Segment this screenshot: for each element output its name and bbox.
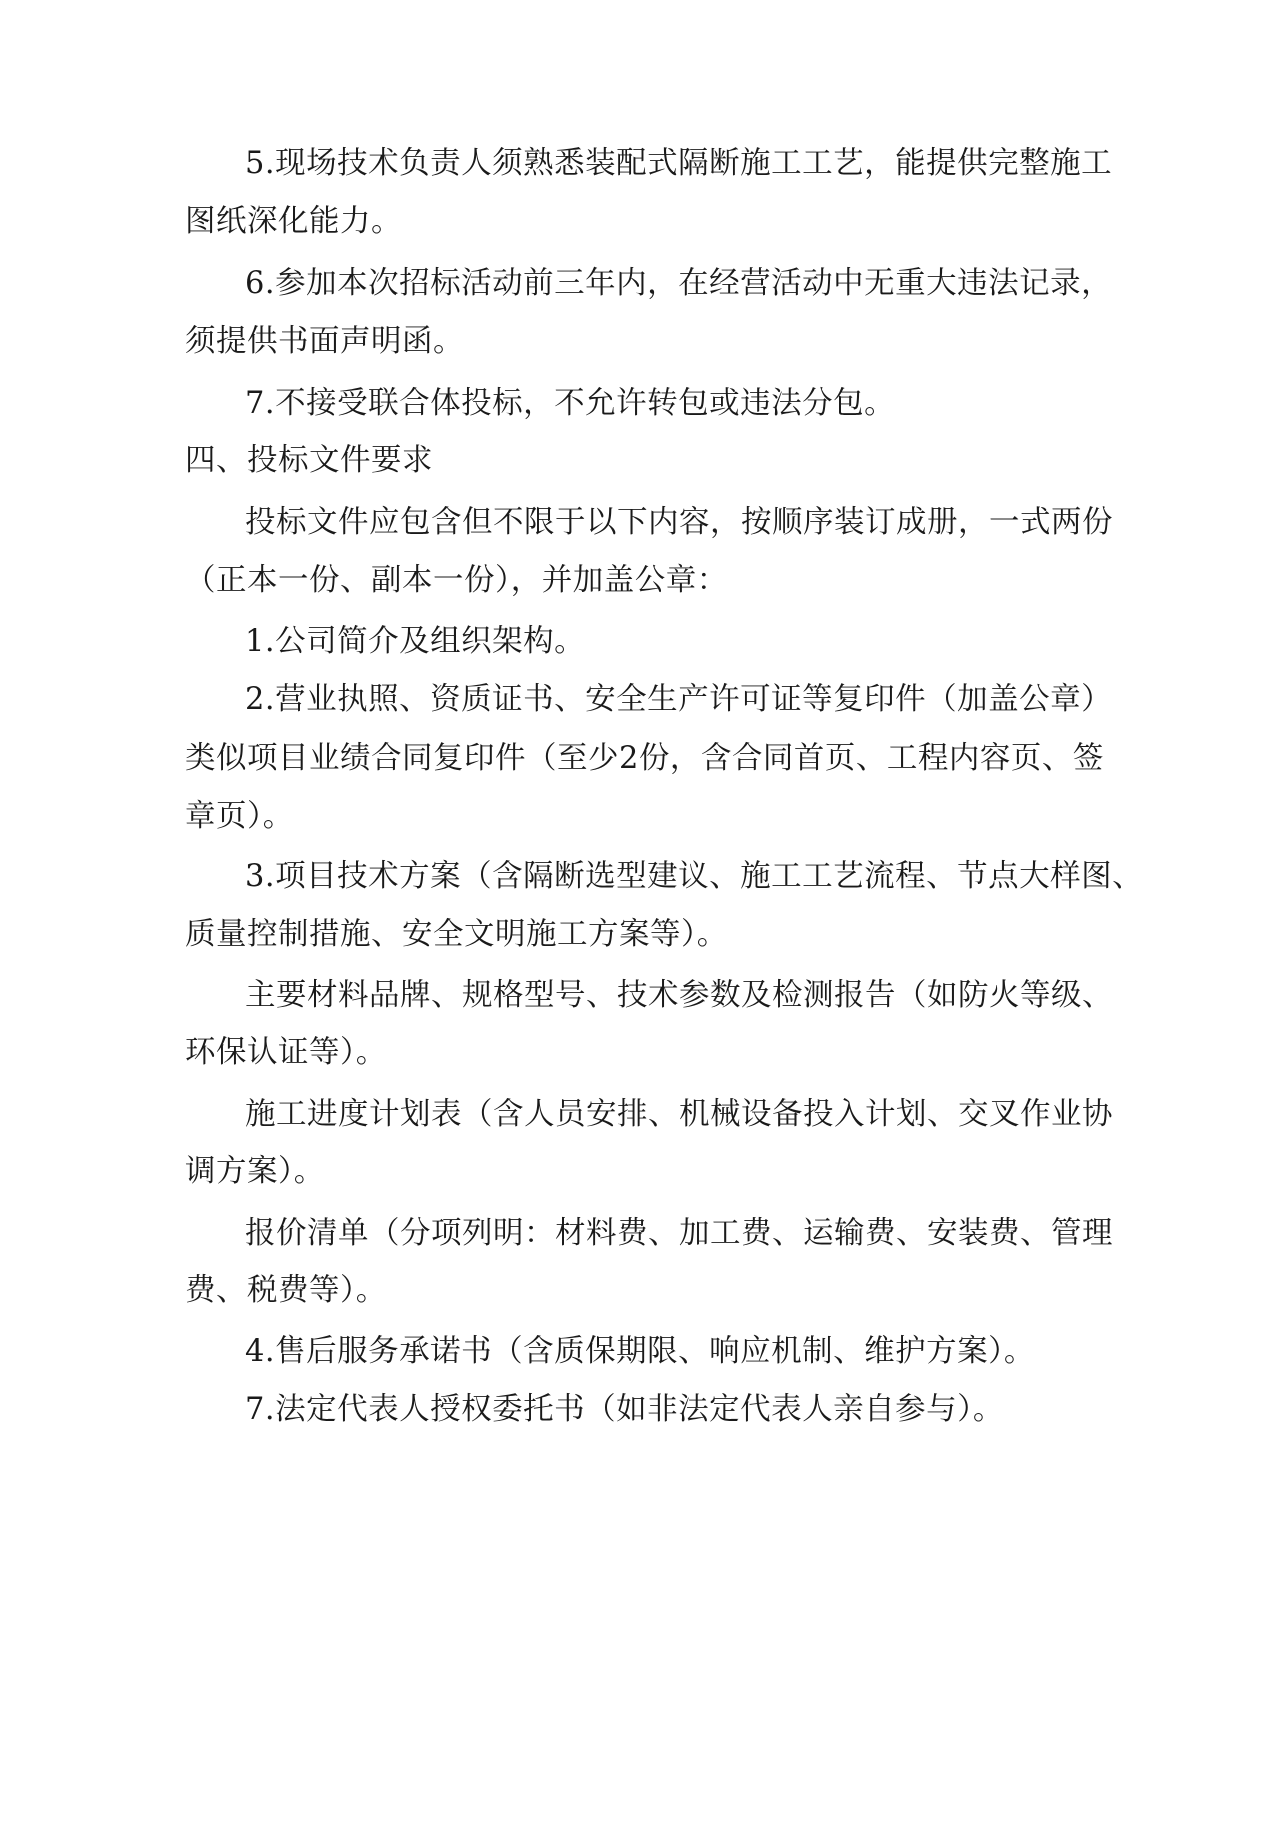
req-item-6-line2: 须提供书面声明函。 xyxy=(185,324,464,359)
req-item-7: 7.不接受联合体投标，不允许转包或违法分包。 xyxy=(245,386,896,421)
doc-item-2-line3: 章页）。 xyxy=(185,799,294,834)
section-heading: 四、投标文件要求 xyxy=(185,443,433,478)
materials-line2: 环保认证等）。 xyxy=(185,1035,387,1070)
req-item-5-line2: 图纸深化能力。 xyxy=(185,204,402,239)
doc-item-1: 1.公司简介及组织架构。 xyxy=(245,624,586,659)
doc-item-3-line1: 3.项目技术方案（含隔断选型建议、施工工艺流程、节点大样图、 xyxy=(245,859,1144,894)
doc-item-2-line2: 类似项目业绩合同复印件（至少2份，含合同首页、工程内容页、签 xyxy=(185,741,1104,776)
materials-line1: 主要材料品牌、规格型号、技术参数及检测报告（如防火等级、 xyxy=(245,978,1113,1013)
doc-item-2-line1: 2.营业执照、资质证书、安全生产许可证等复印件（加盖公章） xyxy=(245,682,1113,717)
doc-item-7: 7.法定代表人授权委托书（如非法定代表人亲自参与）。 xyxy=(245,1392,1004,1427)
req-item-6-line1: 6.参加本次招标活动前三年内，在经营活动中无重大违法记录， xyxy=(245,266,1113,301)
quote-line2: 费、税费等）。 xyxy=(185,1273,387,1308)
quote-line1: 报价清单（分项列明：材料费、加工费、运输费、安装费、管理 xyxy=(245,1216,1113,1251)
schedule-line2: 调方案）。 xyxy=(185,1154,325,1189)
doc-item-4: 4.售后服务承诺书（含质保期限、响应机制、维护方案）。 xyxy=(245,1334,1035,1369)
schedule-line1: 施工进度计划表（含人员安排、机械设备投入计划、交叉作业协 xyxy=(245,1097,1113,1132)
doc-item-3-line2: 质量控制措施、安全文明施工方案等）。 xyxy=(185,917,728,952)
intro-line1: 投标文件应包含但不限于以下内容，按顺序装订成册，一式两份 xyxy=(245,505,1113,540)
req-item-5-line1: 5.现场技术负责人须熟悉装配式隔断施工工艺，能提供完整施工 xyxy=(245,146,1113,181)
intro-line2: （正本一份、副本一份），并加盖公章： xyxy=(185,563,728,598)
